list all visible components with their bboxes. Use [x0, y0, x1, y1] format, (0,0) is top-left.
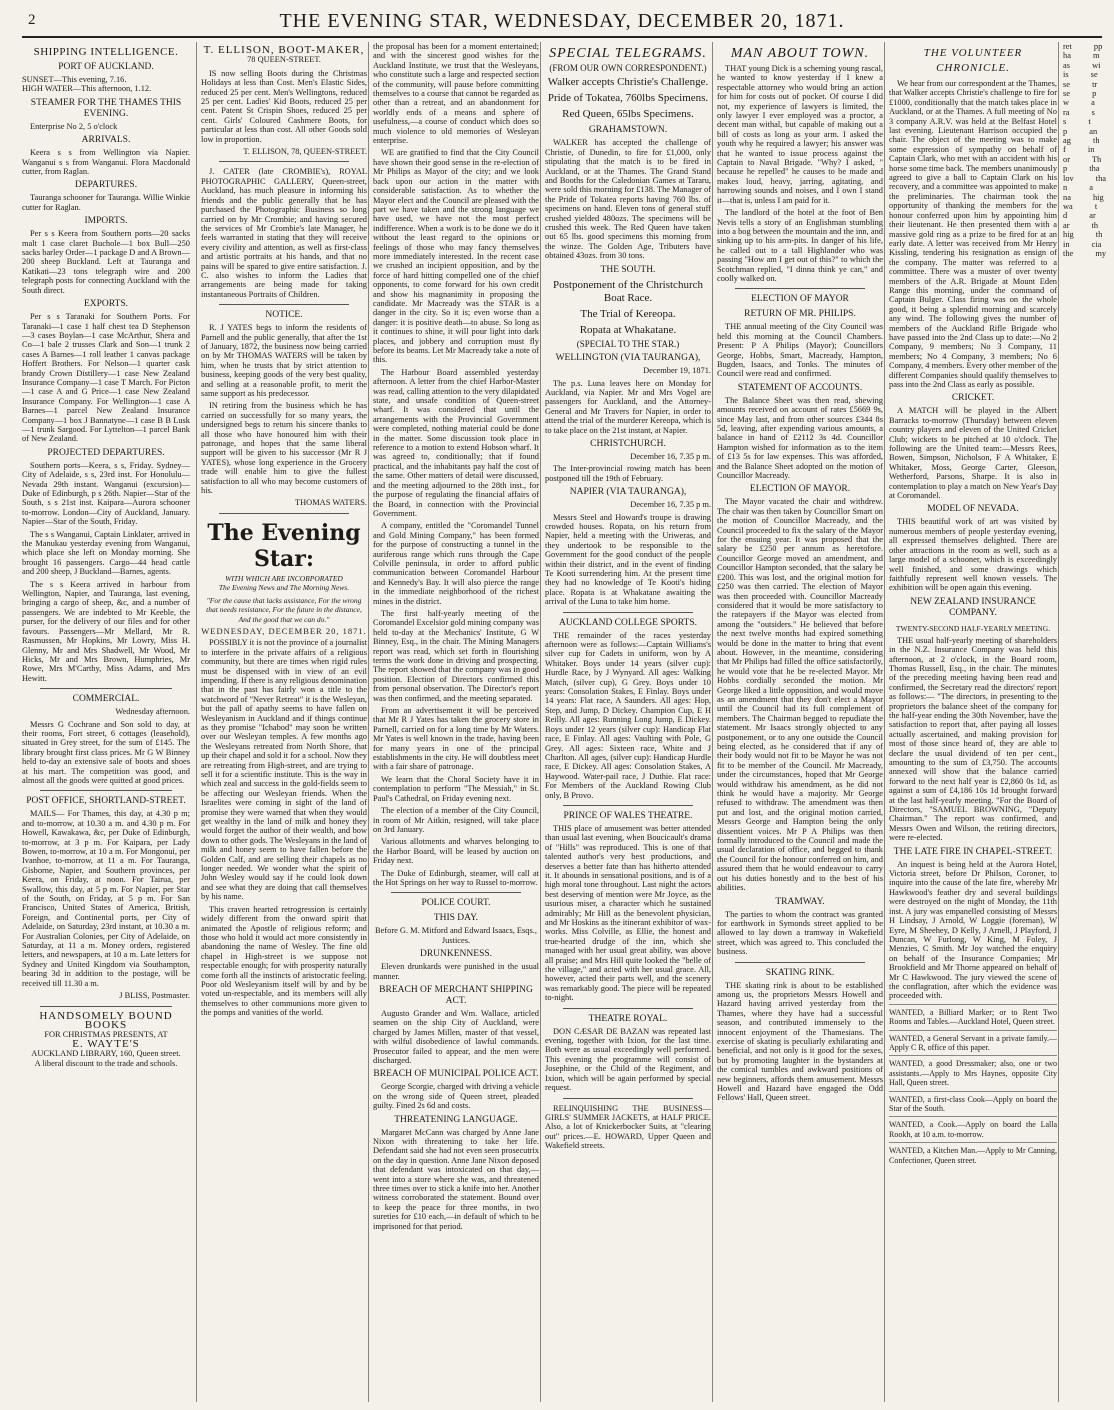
- books-sub: FOR CHRISTMAS PRESENTS, AT: [44, 1030, 168, 1040]
- skating-heading: SKATING RINK.: [765, 967, 835, 978]
- leader-paragraph-3: the proposal has been for a moment entertained; and with the sincerest good wishes for the Auckland Institute, we trust that the Wesleyans, who constitute such a large and respected section of the community, will pause before committing themselves to a course that cannot be regarded as other than a retreat, and an abandonment for worldly ends of a means and sphere of usefulness,—a course of conduct which does so much violence to old memories of Wesleyan enterprise.: [373, 42, 539, 146]
- leader-paragraph-7: The first half-yearly meeting of the Coromandel Excelsior gold mining company was held to-day at the Mechanics' Institute, G W Binney, Esq., in the chair. The Mining Managers report was read, which set forth in flourishing terms the work done in driving and prospecting. The report showed that the company was in good position. Election of Directors confirmed this from personal observation. The Director's report was then confirmed, and the meeting separated.: [373, 608, 539, 703]
- police-heading: POLICE COURT.: [421, 898, 491, 909]
- south-heading: THE SOUTH.: [600, 264, 656, 275]
- departures-text: Tauranga schooner for Tauranga. Willie Winkie cutter for Raglan.: [22, 193, 190, 212]
- wanted-advert: WANTED, a Kitchen Man.—Apply to Mr Canning, Confectioner, Queen street.: [889, 1142, 1057, 1165]
- evening-star-title: The Evening Star:: [207, 519, 361, 572]
- royal-heading: THEATRE ROYAL.: [588, 1013, 668, 1024]
- statement-heading: STATEMENT OF ACCOUNTS.: [737, 382, 863, 393]
- divider: [563, 1098, 693, 1099]
- wanted-advert: WANTED, a Billiard Marker; or to Rent Two Rooms and Tables.—Auckland Hotel, Queen street.: [889, 1004, 1057, 1027]
- napier-date: December 16, 7.35 p m.: [630, 500, 711, 510]
- notice-text-1: R. J YATES begs to inform the residents of Parnell and the public generally, that after the 1st of January, 1872, the business now being carried on by Mr THOMAS WATERS will be taken by him, when he trusts that by strict attention to business, keeping goods of the very best quality, and selling at a reasonable profit, to merit the same support as his predecessor.: [201, 323, 367, 398]
- exports-text: Per s s Taranaki for Southern Ports. For Taranaki—1 case 1 half chest tea D Stephenson—3 cases Boylan—1 case McArthur, Shera and Co—1 bale 2 trusses Clark and Son—1 trunk 2 cases A Barnes—1 roll leather 1 canvas package Hoffert Brothers. For Nelson—1 quarter cask brandy Crown Distillery—1 case New Zealand Insurance Company—1 case T March. For Picton—1 case A and G Price—1 case New Zealand Insurance Company. For Wellington—1 case A Barnes—1 parcel New Zealand Insurance Company—1 box J Bannatyne—1 case B B Lusk—1 trunk Sargood. For Lyttelton—1 parcel Bank of New Zealand.: [22, 312, 190, 444]
- projected-text: Southern ports—Keera, s s, Friday. Sydney—City of Adelaide, s s, 23rd inst. For Honolulu—Nevada 29th instant. Wanganui (excursion)—Duke of Edinburgh, p s 26th. Napier—Star of the South, s s 21st inst. Kaipara—Aurora schooner to-morrow. London—City of Auckland, January. Napier—Star of the South, Friday.: [22, 460, 190, 527]
- cater-text: J. CATER (late CROMBIE's), ROYAL PHOTOGRAPHIC GALLERY, Queen-street, Auckland, has much pleasure in informing his friends and the public generally that he has purchased the Photographic Business so long carried on by Mr Crombie; and having secured the services of Mr Crombie's late Manager, he feels warranted in stating that they will receive every civility and attention, as well as first-class and artistic portraits at his hands, and that no pains will be spared to give entire satisfaction. J. C. also wishes to inform the Ladies that arrangements are being made for taking instantaneous Portraits of Children.: [201, 167, 367, 299]
- port-heading: PORT OF AUCKLAND.: [58, 62, 154, 72]
- arrivals-text: Keera s s from Wellington via Napier. Wanganui s s from Wanganui. Flora Macdonald cutter, from Raglan.: [22, 148, 190, 177]
- divider: [40, 1006, 172, 1007]
- steamer-text: Enterprise No 2, 5 o'clock: [30, 121, 118, 131]
- nevada-heading: MODEL OF NEVADA.: [927, 504, 1019, 515]
- tramway-text: The parties to whom the contract was granted for earthwork in Symonds street applied to be allowed to lay down a tramway in Wakefield street, which was agreed to. This concluded the business.: [717, 909, 883, 957]
- imports-heading: IMPORTS.: [84, 216, 128, 227]
- police-subhead-2: BREACH OF MERCHANT SHIPPING ACT.: [379, 984, 533, 1006]
- wellington-date: December 19, 1871.: [643, 366, 711, 376]
- star-date: WEDNESDAY, DECEMBER 20, 1871.: [201, 625, 367, 636]
- masthead: [22, 10, 1102, 38]
- wanganui-text: The s s Wanganui, Captain Linklater, arrived in the Manukau yesterday evening from Wanganui, which place she left on Monday morning. She brought 16 passengers. Cargo—44 head cattle and 200 sheep, J Buckland—Barnes, agents.: [22, 529, 190, 577]
- leader-paragraph-4: WE are gratified to find that the City Council have shown their good sense in the re-election of Mr Philips as Mayor of the city; and we look back upon our action in the matter with considerable satisfaction. As to whether the Mayor elect and the Council are pleased with the part we have taken and the strong language we have used, we have not the most perfect indifference. When a work is to be done we do it without the least regard to the opinions or feelings of those who may fancy themselves more immediately interested. In the recent case we crushed an incipient opposition, and by the force of hard hitting compelled one of the chief opponents, to come forward for his own credit and show his magnanimity in proposing the candidate. Mr Macready was the STAR is a danger in the city. So it is; even worse than a danger: it is positive death—to abuse. So long as it continues to shine, it will pour light into dark places, and jobbery and corruption must fly before its beams. Let Mr Macready take a note of this.: [373, 148, 539, 365]
- napier-heading: NAPIER (VIA TAURANGA),: [569, 487, 687, 498]
- books-advert: [22, 1009, 190, 1068]
- fire-text: An inquest is being held at the Aurora Hotel, Victoria street, before Dr Philson, Coroner, to inquire into the cause of the late fire, whereby Mr Hawkwood's feather dry and several buildings were destroyed on the night of Monday, the 11th inst. A jury was empanelled consisting of Messrs H Lindsay, J Arnold, W Loggie (foreman), W Eyre, M Sheehey, D Kelly, J Arnell, J Playford, J Duncan, W Furlong, W King, M Foley, J Menzies, C Smith. Mr Joy watched the enquiry on behalf of the Insurance Companies; Mr Brookfield and Mr Thorne appeared on behalf of Mr C Hawkwood. The jury viewed the scene of the conflagration, after which the evidence was proceeded with.: [889, 859, 1057, 1001]
- college-heading: AUCKLAND COLLEGE SPORTS.: [559, 617, 697, 628]
- special-label: (SPECIAL TO THE STAR.): [576, 338, 680, 349]
- divider: [563, 1008, 693, 1009]
- books-heading: HANDSOMELY BOUND BOOKS: [39, 1009, 173, 1031]
- man-text-2: The landlord of the hotel at the foot of Ben Nevis tells a story of an Englishman stumbling into a bog between the mountain and the inn, and sinking up to his arm-pits. In danger of his life, he called out to a tall Highlander who was passing "How am I get out of this?" to which the Scotchman replied, "I dinna think ye can," and coolly walked on.: [717, 208, 883, 283]
- postmaster-signature: J BLISS, Postmaster.: [119, 991, 190, 1001]
- royal-text: DON CÆSAR DE BAZAN was repeated last evening, together with Ixion, for the last time. Both were as usual exceedingly well performed. This evening the programme will consist of Josephine, or the Child of the Regiment, and Ixion, which will be again performed by special request.: [545, 1026, 711, 1093]
- insurance-subheading: TWENTY-SECOND HALF-YEARLY MEETING.: [895, 623, 1051, 633]
- telegrams-heading: SPECIAL TELEGRAMS.: [549, 46, 707, 61]
- divider: [219, 161, 349, 162]
- commercial-heading: COMMERCIAL.: [72, 694, 140, 705]
- police-text-3: George Scorgie, charged with driving a vehicle on the wrong side of Queen street, pleaded guilty. Fined 2s 6d and costs.: [373, 1082, 539, 1111]
- police-subhead-1: DRUNKENNESS.: [419, 949, 493, 960]
- column-1: [22, 42, 194, 1402]
- election-text-1: THE annual meeting of the City Council was held this morning at the Council Chambers. Present: P A Philips (Mayor); Councillors George, Hobbs, Smart, Macready, Hampton, Bugden, Isaacs, and Tonks. The minutes of Council were read and confirmed.: [717, 322, 883, 379]
- divider: [40, 790, 172, 791]
- divider: [219, 304, 349, 305]
- keera-text: The s s Keera arrived in harbour from Wellington, Napier, and Tauranga, last evening, bringing a cargo of sheep, &c, and a number of passengers. We are indebted to Mr Keeble, the purser, for the delivery of our files and for other favours. Passengers—Mr Mellard, Mr R. Rasmussen, Mr Hopkins, Mr Lowry, Miss H. Glenny, Mr and Mrs Shadwell, Mr Wood, Mr Hicks, Mr and Mrs Brown, Humphries, Mr Rowe, Mrs M'Carthy, Miss Adams, and Mrs Hewitt.: [22, 579, 190, 683]
- column-7-fragment: [1058, 42, 1107, 1402]
- newspaper-title: THE EVENING STAR, WEDNESDAY, DECEMBER 20, 1871.: [279, 10, 845, 32]
- projected-heading: PROJECTED DEPARTURES.: [47, 447, 165, 458]
- divider: [40, 688, 172, 689]
- divider: [563, 805, 693, 806]
- star-subtitle: WITH WHICH ARE INCORPORATED: [225, 573, 343, 583]
- post-office-heading: POST OFFICE, SHORTLAND-STREET.: [26, 796, 186, 807]
- police-text-1: Eleven drunkards were punished in the usual manner.: [373, 962, 539, 981]
- leader-paragraph-10: The election of a member of the City Council, in room of Mr Aitkin, resigned, will take place on 3rd January.: [373, 806, 539, 834]
- fire-heading: THE LATE FIRE IN CHAPEL-STREET.: [893, 846, 1053, 857]
- notice-text-2: IN retiring from the business which he has carried on successfully for so many years, the undersigned begs to return his sincere thanks to all those who have honoured him with their patronage, and hopes that the same liberal support will be given to his successor (Mr R J YATES), whose long experience in the Grocery trade will enable him to give the fullest satisfaction to all who may become customers of his.: [201, 401, 367, 496]
- leader-paragraph-11: Various allotments and wharves belonging to the Harbor Board, will be leased by auction on Friday next.: [373, 837, 539, 866]
- election-text-3: The Mayor vacated the chair and withdrew. The chair was then taken by Councillor Smart on the motion of Councillor Macready, and the Council proceeded to fix the salary of the Mayor for the ensuing year. It was proposed that the salary be £250 per annum as heretofore. Councillor George moved an amendment, and Councillor Hampton seconded, that the salary be £200. This was lost, and the original motion for £250 was then carried. The election of Mayor was then proceeded with. Councillor Macready considered that it would be more satisfactory to the ratepayers if the Mayor was elected from among the "outsiders." He believed that before the next twelve months had expired something would be done in the matter to bring that event about. However, in the meantime, considering that Mr Philips had filled the office satisfactorily, he would vote that he be re-elected Mayor. Mr Hobbs cordially seconded the motion. Mr George liked a little opposition, and would move as an amendment that they don't elect a Mayor until the Council had its full complement of members. The Chairman begged to repudiate the statement. Mr Isaacs strongly objected to any postponement, or to any one outside the Council being elected, as he considered that if any of their body would not fit to be Mayor he was not fit to be member of the Council. Mr Macready, under the circumstances, hoped that Mr George would withdraw his amendment, as he did not think he would have a majority. Mr George refused to withdraw. The amendment was then put and lost, and the original motion carried, Messrs George and Hampton being the only dissentient voices. Mr P A Philips was then formally introduced to the Council and made the usual declaration of office, and begged to thank the Council for the honour conferred on him, and assured them that he would endeavour to carry out his duties honestly and to the best of his abilities.: [717, 497, 883, 893]
- volunteer-text: We hear from our correspondent at the Thames, that Walker accepts Christie's challenge to fire for £1000, conditionally that the match takes place in Auckland, or at the Thames. A full meeting of No 3 company A.R.V. was held at the Belfast Hotel last evening. Lieutenant Harrison occupied the chair. The object of the meeting was to make some expression of sympathy on behalf of Captain Clark, who met with an accident with his horse some time back. The members unanimously agreed to give a ball to Captain Clark on his recovery, and a committee was appointed to make the preliminaries. The chairman took the opportunity of thanking the members for the honour conferred upon him by appointing him their lieutenant. He then presented them with a massive gold ring as a prize to be fired for at an early date. A letter was received from Mr Henry Kissling, tendering his resignation as ensign of the company. The matter was referred to a committee. There was a muster of over twenty members of the A.R. Brigade at Mount Eden Range this morning, under the command of Captain Bulger. Class firing was on the whole good, it being a splendid morning and scarcely any wind. The following gives the number of members of the Auckland Rifle Brigade who have passed into the 2nd Class up to date:—No 2 Company, 9 members; No 3 Company, 11 members; No 4 Company, 3 members; No 6 Company, 4 members. Every other member of the different Companies should qualify themselves to pass into the 2nd Class as early as possible.: [889, 79, 1058, 389]
- tramway-heading: TRAMWAY.: [775, 896, 825, 907]
- notice-heading: NOTICE.: [265, 310, 303, 321]
- page-columns: [22, 42, 1107, 1402]
- ellison-advert: [201, 46, 367, 65]
- police-day: THIS DAY.: [433, 913, 479, 924]
- grahamstown-heading: GRAHAMSTOWN.: [588, 125, 668, 136]
- christchurch-date: December 16, 7.35 p m.: [630, 451, 711, 461]
- police-text-2: Augusto Grander and Wm. Wallace, articled seamen on the ship City of Auckland, were charged by James Millen, master of that vessel, with wilful disobedience of lawful commands. Prosecutor failed to appear, and the men were discharged.: [373, 1008, 539, 1065]
- imports-text: Per s s Keera from Southern ports—20 sacks malt 1 case claret Buchole—1 box Bull—250 sacks barley Order—1 package D and A Brown—200 sheep Buckland. Left at Tauranga and Katikati—23 tons telegraph wire and 200 telegraph posts for connecting Auckland with the South direct.: [22, 229, 190, 295]
- police-text-4: Margaret McCann was charged by Anne Jane Nixon with threatening to take her life. Defendant said she had not even seen prosecutrix on the day in question. Anne Jane Nixon deposed that defendant was intoxicated on that day,—went into a store where she was, and threatened three times over to stick a knife into her. Another witness corroborated the statement. Bound over to keep the peace for three months, in two sureties for £10 each,—in default of which to be imprisoned for that period.: [373, 1127, 539, 1231]
- books-foot: A liberal discount to the trade and schools.: [34, 1058, 178, 1068]
- south-line-2: The Trial of Kereopa.: [580, 307, 676, 320]
- leader-paragraph-5: The Harbour Board assembled yesterday afternoon. A letter from the chief Harbor-Master was read, calling attention to the very dilapidated state, and unsafe condition of Queen-street wharf. It was considered that until the arrangements with the Provincial Government were completed, nothing material could be done in the matter. Some discussion took place in reference to a motion to extend Hobson wharf. It was agreed to, conditionally; that if found practical, and the inhabitants pay half the cost of the same. Other matters of detail were discussed, and the meeting adjourned to the 28th inst., for the purpose of regulating the financial affairs of the Board, in connection with the Provincial Government.: [373, 367, 539, 518]
- telegram-line-3: Red Queen, 65lbs Specimens.: [562, 108, 694, 121]
- telegram-line-1: Walker accepts Christie's Challenge.: [547, 76, 709, 89]
- column-6: [884, 42, 1061, 1402]
- leader-paragraph-9: We learn that the Choral Society have it in contemplation to perform "The Messiah," in St. Paul's Cathedral, on Friday evening next.: [373, 774, 539, 803]
- christchurch-text: The Inter-provincial rowing match has been postponed till the 19th of February.: [545, 464, 711, 483]
- wanted-advert: WANTED, a good Dressmaker; also, one or two assistants.—Apply to Mrs Haynes, opposite City Hall, Queen street.: [889, 1055, 1057, 1087]
- napier-text: Messrs Steel and Howard's troupe is drawing crowded houses. Ropata, on his return from Napier, held a meeting with the Uriweras, and they undertook to be responsible to the Government for the good conduct of the people within their district, and in the event of finding Te Kooti surrendering him. At the present time they had no knowledge of Te Kooti's hiding place. Ropata is at Whakatane awaiting the arrival of the Luna to take him home.: [545, 512, 711, 607]
- south-line-3: Ropata at Whakatane.: [579, 323, 677, 336]
- insurance-heading: NEW ZEALAND INSURANCE COMPANY.: [910, 596, 1036, 618]
- shipping-heading: SHIPPING INTELLIGENCE.: [33, 46, 179, 58]
- leader-paragraph-12: The Duke of Edinburgh, steamer, will call at the Hot Springs on her way to Russel to-morrow.: [373, 868, 539, 887]
- column-3: [368, 42, 543, 1402]
- wanted-advert: WANTED, a General Servant in a private family.—Apply C R, office of this paper.: [889, 1030, 1057, 1053]
- leader-paragraph-1: POSSIBLY it is not the province of a journalist to interfere in the private affairs of a religious community, but there are times when rigid rules must be dispensed with in view of an evil impending. If there is any religious denomination that in the past has fairly won a title to the watchword of "Never Retreat" it is the Wesleyan, but the pall of apathy seems to have fallen on Wesleyanism in Auckland and if things continue as they promise "Ichabod" may soon be written over our Wesleyan temples. A few months ago the Wesleyans retreated from North Shore, that up their chapel and sold it for a school. Now they are retreating from High-street, and are trying to sell it for a scientific institute. This is the way in which zeal and success in the gold-fields seem to be affecting our Wesleyan friends. When the Israelites were coming in sight of the land of promise they were warned that when they would get wealthy in the land of milk and honey they would forget the author of their wealth, and bow down to other gods. The Wesleyans in the land of milk and honey seem to have fallen before the Golden Calf, and are selling their chapels as no longer needed. We wonder what the spirit of John Wesley would say if he could look down and see what they are doing that call themselves by his name.: [201, 638, 367, 902]
- ellison-heading: T. ELLISON, BOOT-MAKER,: [203, 44, 365, 56]
- leader-paragraph-8: From an advertisement it will be perceived that Mr R J Yates has taken the grocery store in Parnell, carried on for a long time by Mr Waters. Mr Yates is well known in the trade, having been for many years in one of the principal establishments in the city. He will doubtless meet with a fair share of patronage.: [373, 706, 539, 772]
- divider: [563, 612, 693, 613]
- police-subhead-4: THREATENING LANGUAGE.: [394, 1114, 518, 1125]
- police-subhead-3: BREACH OF MUNICIPAL POLICE ACT.: [373, 1069, 539, 1080]
- volunteer-heading: THE VOLUNTEER CHRONICLE.: [923, 47, 1023, 74]
- grahamstown-text: WALKER has accepted the challenge of Christie, of Dunedin, to fire for £1,000, only stipulating that the match is to be fired in Auckland, or at the Thames. The Grand Stand and Booths for the Caledonian Games at Tararu, were sold this morning for £138. The Manager of the Pride of Tokatea reports having 760 lbs. of specimens on hand. Eleven tons of general stuff crushed yielded 480ozs. The specimens will be crushed this week. The Red Queen have taken out 65 lbs. good specimens this morning from the winze. The Golden Age, Tributers have obtained 43ozs. from 30 tons.: [545, 138, 711, 261]
- arrivals-heading: ARRIVALS.: [81, 135, 131, 146]
- mayor-heading: ELECTION OF MAYOR.: [749, 484, 851, 495]
- ellison-address: 78 QUEEN-STREET.: [247, 55, 321, 65]
- notice-signature: THOMAS WATERS.: [295, 498, 367, 508]
- prince-text: THIS place of amusement was better attended than usual last evening, when Boucicault's drama of "Hills" was reproduced. This is one of that talented author's very best productions, and deserves a better fate than has hitherto attended it. It abounds in sensational positions, and is of a high moral tone throughout. Last night the actors best deserving of mention were Mr Joyce, as the usurious miser, a character which he sustained admirably; Mr Hill as the benevolent physician, and Mr Hoskins as the itinerant exhibitor of wax-works. Miss Colville, as Ellie, the honest and true-hearted drudge of the inn, which she managed with her usual great ability, was above all praise; and Mrs Hill quite looked the "belle of the village," and acted with her usual grace. All, however, acted their parts well, and the scenery was remarkably good. The piece will be repeated to-night.: [545, 823, 711, 1003]
- commercial-date: Wednesday afternoon.: [115, 707, 190, 717]
- cricket-heading: CRICKET.: [951, 393, 995, 404]
- steamer-heading: STEAMER FOR THE THAMES THIS EVENING.: [30, 97, 182, 119]
- column-4: [540, 42, 715, 1402]
- page-number: 2: [28, 12, 36, 28]
- fragment-text: ret pp ha m as wi is se se tr se p w a ra s s t p an ag th f in or Th p tha lov tha n a na hig wa t d ar ar th hig th in cia the my: [1063, 42, 1107, 258]
- divider: [735, 962, 865, 963]
- skating-text: THE skating rink is about to be established among us, the proprietors Messrs Howell and Hazard having arrived yesterday from the Thames, where they have had a successful season, and contributed immensely to the innocent enjoyment of the Thamesians. The exercise of skating is peculiarly exhilarating and beneficial, and not only is it good for the sexes, but by promoting laughter in the bystanders at the comical tumbles and awkward positions of new beginners, affords them amusement. Messrs Howell and Hazard have engaged the Odd Fellows' Hall, Queen street.: [717, 980, 883, 1103]
- commercial-text: Messrs G Cochrane and Son sold to day, at their rooms, Fort street, 6 cottages (leasehold), situated in Grey street, for the sum of £145. The library brought first class prices. Mr G W Binney held to-day an extensive sale of boots and shoes at his mart. The competition was good, and almost all the goods were quitted at good prices.: [22, 719, 190, 785]
- south-line-1: Postponement of the Christchurch Boat Race.: [552, 278, 703, 304]
- relinquishing-advert: RELINQUISHING THE BUSINESS—GIRLS' SUMMER JACKETS, at HALF PRICE. Also, a lot of Knickerbocker Suits, at "clearing out" prices.—E. HOWARD, Upper Queen and Wakefield streets.: [545, 1103, 711, 1151]
- ellison-signature: T. ELLISON, 78, QUEEN-STREET.: [243, 147, 367, 157]
- insurance-text: THE usual half-yearly meeting of shareholders in the N.Z. Insurance Company was held this afternoon, at 2 o'clock, in the Board room, Thomas Russell, Esq., in the chair. The minutes of the preceding meeting having been read and confirmed, the Secretary read the directors' report as follows:— "The directors, in presenting to the proprietors the balance sheet of the company for the half-year ending the 30th November, have the satisfaction to report that, after paying all losses actually ascertained, and making provision for most of those since heard of, they are able to declare the usual dividend of ten per cent., amounting to the sum of £3,750. The accounts annexed will show that the balance carried forward to the next half year is £2,860 0s 1d, as against a sum of £4,186 10s 1d brought forward at the last half-yearly meeting. "For the Board of Directors, "SAMUEL BROWNING, "Deputy Chairman." The report was confirmed, and Messrs Owen and Wilson, the retiring directors, were re-elected.: [889, 635, 1057, 843]
- wanted-advert: WANTED, a first-class Cook—Apply on board the Star of the South.: [889, 1091, 1057, 1114]
- election-heading: ELECTION OF MAYOR: [751, 294, 849, 305]
- departures-heading: DEPARTURES.: [74, 180, 138, 191]
- christchurch-heading: CHRISTCHURCH.: [590, 438, 666, 449]
- telegram-line-2: Pride of Tokatea, 760lbs Specimens.: [547, 92, 709, 105]
- police-bench: Before G. M. Mitford and Edward Isaacs, Esqs., Justices.: [375, 926, 537, 945]
- election-subheading: RETURN OF MR. PHILIPS.: [744, 309, 856, 320]
- wellington-heading: WELLINGTON (VIA TAURANGA),: [555, 353, 701, 364]
- column-5: [712, 42, 887, 1402]
- nevada-text: THIS beautiful work of art was visited by numerous members of people yesterday evening, all expressed themselves delighted. There are other attractions in the room as well, such as a large model of a schooner, which is exceedingly well finished, and some drawings which faithfully represent well known vessels. The exhibition will be open again this evening.: [889, 517, 1057, 593]
- books-name: E. WAYTE'S: [72, 1037, 140, 1050]
- man-text-1: THAT young Dick is a scheming young rascal, he wanted to know yesterday if I knew a respectable attorney who would bring an action for him for costs out of pocket. Of course I did not, my experience of lawyers is limited, the only lawyer I ever employed was a proctor, a decent man withal, but capable of making out a bill of costs as long as your arm. I asked the youth why he required a lawyer; his answer was that he wanted to issue process against the Captain to Naval Brigade. "Why? I asked, " because he repelled" he causes to be made and makes loud, heavy, jarring, agitating, and harrowing sounds and noises, and I own I stand it—that is, unless I am paid for it.: [717, 64, 883, 205]
- man-about-town-heading: MAN ABOUT TOWN.: [730, 46, 870, 61]
- sun-lines: SUNSET—This evening, 7.16. HIGH WATER—This afternoon, 1.12.: [22, 75, 152, 94]
- ellison-text: IS now selling Boots during the Christmas Holidays at less than Cost. Men's Elastic Sides, reduced 25 per cent. Men's Wellingtons, reduced 25 per cent. Ladies' Kid Boots, reduced 25 per cent. Patent St Crispin Shoes, reduced 25 per cent. Girls' Coloured Cashmere Boots, for particular at less than cost. All other Goods sold low in proportion.: [201, 68, 367, 144]
- post-office-text: MAILS— For Thames, this day, at 4.30 p m; and to-morrow, at 10.30 a m. and 4.30 p m. For Howell, Kawakawa, &c, per Duke of Edinburgh, to-morrow, at 3 p m. For Kaipara, per Lady Bowen, to-morrow, at 10 a m. For Mongonui, per Ivanhoe, to-morrow, at 11 a m. For Tauranga, Gisborne, Napier, and Southern provinces, per Keera, on Friday, at noon. For Tairua, per Swallow, this day, at 5 p m. For Napier, per Star of the South, on Friday, at 5 p m. For San Francisco, United States of America, British, Foreign, and Continental ports, per City of Adelaide, on Saturday, 23rd instant, at 10.30 a m. For Australian Colonies, per City of Adelaide, on Saturday, at 11 a m. Money orders, registered letters, and newspapers, at 10 a m. Late letters for Sydney and United Kingdom via Southampton, bearing 3d in addition to the postage, will be received till 11.30 a m.: [22, 809, 190, 988]
- election-text-2: The Balance Sheet was then read, shewing amounts received on account of rates £5669 9s, since May last, and from other sources £344 8s 5d, leaving, after expending various amounts, a balance in hand of £2112 3s 4d. Councillor Hampton wished for information as to the item of £13 5s for law expenses. This was afforded, and the Balance Sheet adopted on the motion of Councillor Macready.: [717, 395, 883, 481]
- college-text: THE remainder of the races yesterday afternoon were as follows:—Captain Williams's silver cup for Cadets in uniform, won by A Whitaker. Boys under 14 years (silver cup): Hurdle Race, by J Wynyard. All ages: Walking Match, (silver cup), G Grey. Boys under 10 years: Consolation Stakes, E Finlay. Boys under 14 years: Flat race, A Saunders. All ages: Hop, Step, and Jump, D Dickey. Champion Cup, E H Reilly. All ages: Running Long Jump, E Dickey. Boys under 12 years (silver cup): Handicap Flat race, E Finlay. All ages: Vaulting with Pole, G Grey. All ages: Sixteen race, White and J Charlton. All ages, (silver cup): Handicap Hurdle race, E Dickey. All ages: Consolation Stakes, A Haywood. Water-pail race, J Duthie. Flat race: For Members of the Auckland Rowing Club only, B Provo.: [545, 630, 711, 800]
- divider: [219, 513, 349, 514]
- leader-paragraph-2: This craven hearted retrogression is certainly widely different from the onward spirit that animated the Apostle of religious reform; and those who hold it would act more consistently in abandoning the name of Wesley. The fine old chapel in High-street is we suppose not respectable enough; for with prosperity naturally come forth all the instincts of aristocratic feeling. Poor old Wesleyanism itself will by and by be voted un-respectable, and its members will ally themselves to other communions more given to the pomps and vanities of the world.: [201, 904, 367, 1018]
- leader-paragraph-6: A company, entitled the "Coromandel Tunnel and Gold Mining Company," has been formed for the purpose of constructing a tunnel in the auriferous range which runs through the Cape Colville peninsula, in order to afford public communication between Coromandel Harbour and Kennedy's Bay. It will also pierce the range in the immediate neighborhood of the richest mines in the district.: [373, 521, 539, 606]
- wellington-text: The p.s. Luna leaves here on Monday for Auckland, via Napier. Mr and Mrs Vogel are passengers for Auckland, and the Attorney-General and Mr Travers for Napier, in order to attend the trial of the murderer Kereopa, which is to take place on the 21st instant, at Napier.: [545, 378, 711, 435]
- prince-heading: PRINCE OF WALES THEATRE.: [563, 810, 693, 821]
- wanted-advert: WANTED, a Cook.—Apply on board the Lalla Rookh, at 10 a.m. to-morrow.: [889, 1116, 1057, 1139]
- cricket-text: A MATCH will be played in the Albert Barracks to-morrow (Thursday) between eleven country players and eleven of the United Cricket Club; wickets to be pitched at 10 o'clock. The following are the United team:—Messrs Rees, Bowen, Simpson, Nicholson, F A Whitaker, E Whitaker, Moss, George Carter, Gleeson, Wetherford, Parsons, Sharpe. It is also in contemplation to play a match on New Year's Day at Coromandel.: [889, 406, 1057, 501]
- telegrams-sub: (FROM OUR OWN CORRESPONDENT.): [549, 63, 707, 73]
- exports-heading: EXPORTS.: [83, 299, 129, 310]
- column-2: [196, 42, 371, 1402]
- divider: [391, 892, 521, 893]
- books-place: AUCKLAND LIBRARY, 160, Queen street.: [31, 1049, 181, 1059]
- divider: [735, 288, 865, 289]
- star-subtitle-2: The Evening News and The Morning News.: [218, 583, 350, 593]
- star-motto: "For the cause that lacks assistance, For the wrong that needs resistance, For the future in the distance, And the good that we can do.": [206, 595, 362, 624]
